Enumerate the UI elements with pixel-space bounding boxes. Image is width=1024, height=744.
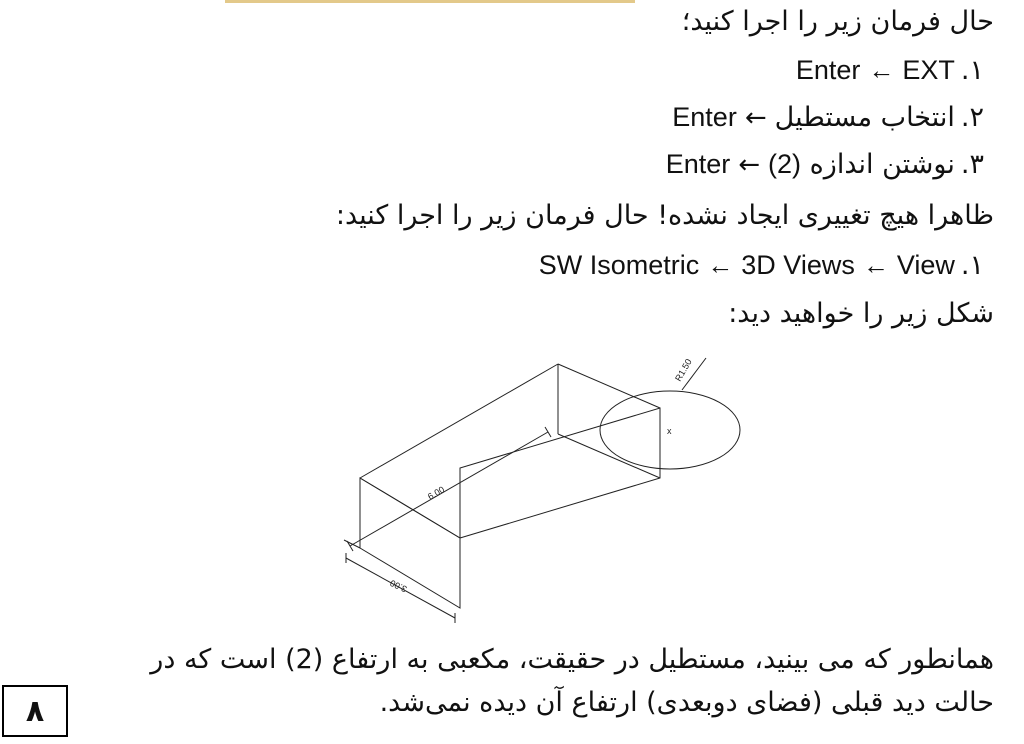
length-label: 6.00 (426, 484, 447, 502)
step-3-enter: Enter (665, 149, 731, 179)
notice-text: ظاهرا هیچ تغییری ایجاد نشده! حال فرمان زیر را اجرا کنید: (335, 200, 994, 231)
left-arrow-icon: ← (738, 150, 761, 180)
step-2-number: ۲. (960, 102, 984, 133)
step-3 (666, 144, 984, 185)
box-top-back-edge (360, 364, 558, 478)
view-step-menu: View (896, 250, 955, 280)
length-tick (545, 427, 551, 437)
step-2 (672, 97, 984, 138)
top-accent-bar (225, 0, 635, 3)
page-number: ۸ (25, 693, 45, 729)
view-step-number: ۱. (960, 250, 984, 281)
step-3-text: نوشتن اندازه (809, 149, 955, 180)
center-mark: x (667, 426, 672, 436)
view-step (539, 245, 984, 286)
intro-text: حال فرمان زیر را اجرا کنید؛ (681, 6, 994, 37)
box-side-face (460, 408, 660, 538)
figure-caption (728, 294, 994, 334)
box-top-front-edge (360, 478, 460, 538)
conclusion-text-2: حالت دید قبلی (فضای دوبعدی) ارتفاع آن دیده نمی‌شد. (379, 687, 994, 718)
left-arrow-icon: ← (862, 250, 889, 280)
view-step-submenu: 3D Views (741, 250, 855, 280)
step-2-text: انتخاب مستطیل (774, 102, 955, 133)
step-2-enter: Enter (672, 102, 737, 132)
step-1-enter: Enter (795, 55, 861, 85)
radius-label: R1.50 (673, 357, 694, 383)
view-step-target: SW Isometric (538, 250, 700, 280)
intro-line (682, 2, 994, 42)
isometric-box-figure (330, 350, 760, 625)
box-front-face (360, 478, 460, 608)
width-label: 3.00 (388, 577, 409, 595)
step-1-number: ۱. (960, 55, 984, 86)
box-back-bottom-edge (558, 434, 660, 478)
conclusion-line-2 (64, 682, 994, 724)
step-1 (796, 50, 984, 91)
conclusion-line-1 (64, 639, 994, 681)
notice-line (336, 196, 994, 236)
step-3-value: (2) (768, 149, 802, 179)
step-1-command: EXT (902, 55, 955, 85)
left-arrow-icon: ← (868, 55, 895, 85)
left-arrow-icon: ← (707, 250, 734, 280)
box-top-right-edge (558, 364, 660, 408)
step-3-number: ۳. (960, 149, 984, 180)
page-number-box (2, 685, 68, 737)
figure-caption-text: شکل زیر را خواهید دید: (728, 298, 994, 329)
length-dimension-line (350, 432, 548, 546)
left-arrow-icon: ← (744, 103, 767, 133)
conclusion-text-1: همانطور که می بینید، مستطیل در حقیقت، مکعبی به ارتفاع (2) است که در (150, 644, 994, 675)
